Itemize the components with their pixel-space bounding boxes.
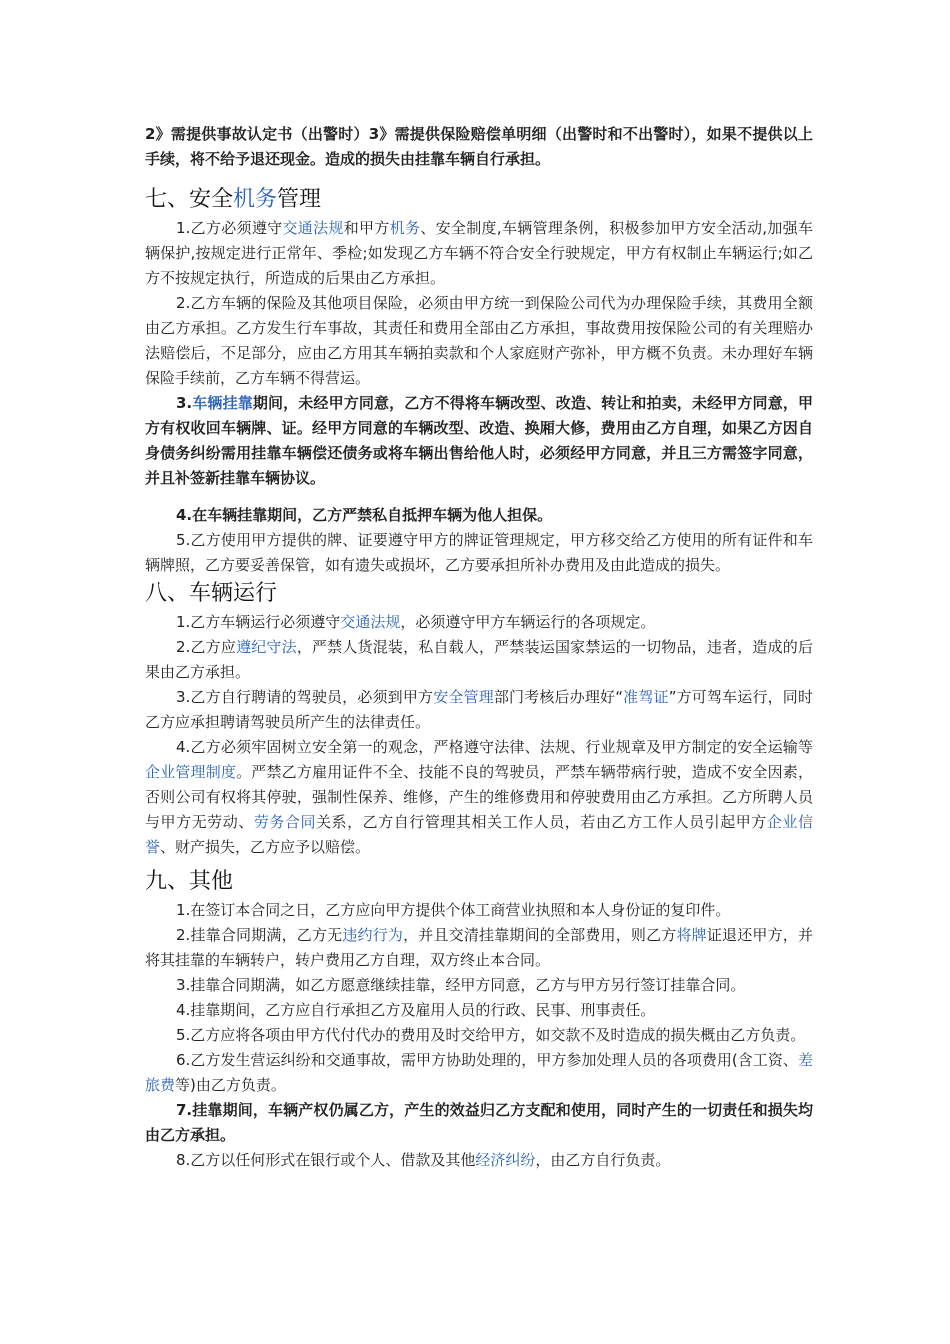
s8-clause-2: 2.乙方应遵纪守法，严禁人货混装，私自载人，严禁装运国家禁运的一切物品，违者，造成的后果由乙方承担。 (145, 638, 813, 681)
s9-clause-7: 7.挂靠期间，车辆产权仍属乙方，产生的效益归乙方支配和使用，同时产生的一切责任和损失均由乙方承担。 (145, 1101, 813, 1144)
link-jiwu[interactable]: 机务 (389, 219, 421, 237)
section-7-heading (145, 184, 813, 216)
s9-clause-1: 1.在签订本合同之日，乙方应向甲方提供个体工商营业执照和本人身份证的复印件。 (176, 901, 731, 919)
s9-clause-2: 2.挂靠合同期满，乙方无违约行为，并且交清挂靠期间的全部费用，则乙方将牌证退还甲方，并将其挂靠的车辆转户，转户费用乙方自理，双方终止本合同。 (145, 926, 813, 969)
link-enterprise-rules[interactable]: 企业管理制度 (145, 763, 237, 781)
s7-clause-4: 4.在车辆挂靠期间，乙方严禁私自抵押车辆为他人担保。 (176, 506, 553, 524)
link-breach[interactable]: 违约行为 (342, 926, 404, 944)
link-enterprise-credit[interactable]: 企业信誉 (145, 813, 813, 856)
link-jiwu-heading[interactable]: 机务 (233, 187, 278, 212)
section-9-heading: 九、其他 (145, 869, 234, 894)
section-8-heading: 八、车辆运行 (145, 581, 278, 606)
link-safety-management[interactable]: 安全管理 (433, 688, 494, 706)
s9-clause-8: 8.乙方以任何形式在银行或个人、借款及其他经济纠纷，由乙方自行负责。 (176, 1151, 671, 1169)
s8-clause-3: 3.乙方自行聘请的驾驶员，必须到甲方安全管理部门考核后办理好“准驾证”方可驾车运行，同时乙方应承担聘请驾驶员所产生的法律责任。 (145, 688, 813, 731)
document-page (145, 122, 813, 1173)
s9-clause-5: 5.乙方应将各项由甲方代付代办的费用及时交给甲方，如交款不及时造成的损失概由乙方负责。 (176, 1026, 806, 1044)
s7-clause-2: 2.乙方车辆的保险及其他项目保险，必须由甲方统一到保险公司代为办理保险手续，其费用全额由乙方承担。乙方发生行车事故，其责任和费用全部由乙方承担，事故费用按保险公司的有关理赔办法赔偿后，不足部分，应由乙方用其车辆拍卖款和个人家庭财产弥补，甲方概不负责。未办理好车辆保险手续前，乙方车辆不得营运。 (145, 294, 813, 387)
link-plate[interactable]: 将牌 (676, 926, 707, 944)
heading-text: 管理 (277, 187, 322, 212)
s9-clause-3: 3.挂靠合同期满，如乙方愿意继续挂靠，经甲方同意，乙方与甲方另行签订挂靠合同。 (176, 976, 746, 994)
s9-clause-6: 6.乙方发生营运纠纷和交通事故，需甲方协助处理的，甲方参加处理人员的各项费用(含工资、差旅费等)由乙方负责。 (145, 1051, 813, 1094)
s8-clause-4: 4.乙方必须牢固树立安全第一的观念，严格遵守法律、法规、行业规章及甲方制定的安全运输等企业管理制度。严禁乙方雇用证件不全、技能不良的驾驶员，严禁车辆带病行驶，造成不安全因素，否则公司有权将其停驶，强制性保养、维修，产生的维修费用和停驶费用由乙方承担。乙方所聘人员与甲方无劳动、劳务合同关系，乙方自行管理其相关工作人员，若由乙方工作人员引起甲方企业信誉、财产损失，乙方应予以赔偿。 (145, 738, 813, 856)
s7-clause-5: 5.乙方使用甲方提供的牌、证要遵守甲方的牌证管理规定，甲方移交给乙方使用的所有证件和车辆牌照，乙方要妥善保管，如有遗失或损坏，乙方要承担所补办费用及由此造成的损失。 (145, 531, 813, 574)
link-travel-expense[interactable]: 差旅费 (145, 1051, 813, 1094)
link-traffic-law[interactable]: 交通法规 (340, 613, 401, 631)
link-traffic-law[interactable]: 交通法规 (282, 219, 344, 237)
heading-text: 七、安全 (145, 187, 234, 212)
link-vehicle-affiliation[interactable]: 车辆挂靠 (192, 394, 253, 412)
link-driving-permit[interactable]: 准驾证 (623, 688, 669, 706)
s8-clause-1: 1.乙方车辆运行必须遵守交通法规，必须遵守甲方车辆运行的各项规定。 (176, 613, 656, 631)
intro-paragraph: 2》需提供事故认定书（出警时）3》需提供保险赔偿单明细（出警时和不出警时），如果不提供以上手续，将不给予退还现金。造成的损失由挂靠车辆自行承担。 (145, 125, 813, 168)
link-economic-dispute[interactable]: 经济纠纷 (475, 1151, 536, 1169)
link-labor-contract[interactable]: 劳务合同 (253, 813, 317, 831)
s7-clause-3: 3.车辆挂靠期间，未经甲方同意，乙方不得将车辆改型、改造、转让和拍卖，未经甲方同意，甲方有权收回车辆牌、证。经甲方同意的车辆改型、改造、换厢大修，费用由乙方自理，如果乙方因自身债务纠纷需用挂靠车辆偿还债务或将车辆出售给他人时，必须经甲方同意，并且三方需签字同意，并且补签新挂靠车辆协议。 (145, 394, 813, 487)
s7-clause-1: 1.乙方必须遵守交通法规和甲方机务、安全制度,车辆管理条例，积极参加甲方安全活动,加强车辆保护,按规定进行正常年、季检;如发现乙方车辆不符合安全行驶规定，甲方有权制止车辆运行;如乙方不按规定执行，所造成的后果由乙方承担。 (145, 219, 813, 287)
link-law-abiding[interactable]: 遵纪守法 (236, 638, 297, 656)
s9-clause-4: 4.挂靠期间，乙方应自行承担乙方及雇用人员的行政、民事、刑事责任。 (176, 1001, 656, 1019)
